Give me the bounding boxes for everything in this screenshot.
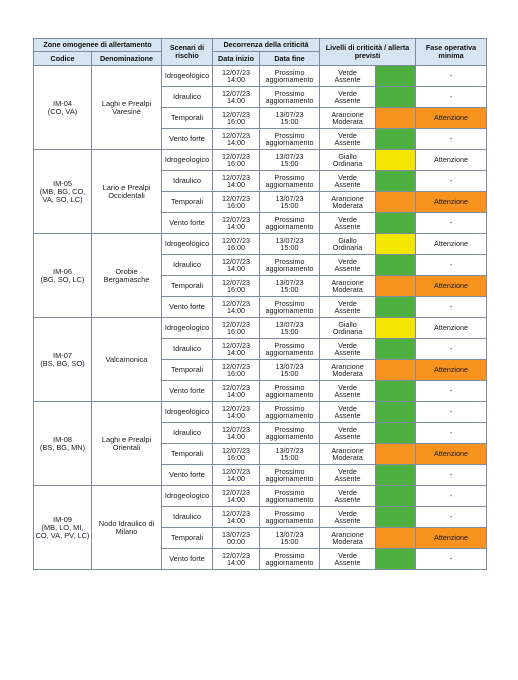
criticality-level: Arancione Moderata [320, 192, 376, 213]
end-date: Prossimo aggiornamento [260, 381, 320, 402]
criticality-level: Verde Assente [320, 87, 376, 108]
start-date: 12/07/23 14:00 [213, 549, 260, 570]
end-date: Prossimo aggiornamento [260, 402, 320, 423]
operational-phase: - [416, 339, 487, 360]
header-data-inizio: Data inizio [213, 52, 260, 66]
operational-phase: - [416, 87, 487, 108]
operational-phase: - [416, 66, 487, 87]
zone-name: Valcamonica [92, 318, 162, 402]
end-date: 13/07/23 15:00 [260, 192, 320, 213]
level-color-swatch [376, 276, 416, 297]
level-color-swatch [376, 528, 416, 549]
operational-phase: Attenzione [416, 276, 487, 297]
risk-scenario: Vento forte [162, 213, 213, 234]
level-color-swatch [376, 360, 416, 381]
level-color-fill [376, 423, 415, 443]
start-date: 12/07/23 14:00 [213, 171, 260, 192]
end-date: Prossimo aggiornamento [260, 129, 320, 150]
level-color-swatch [376, 150, 416, 171]
criticality-level: Verde Assente [320, 381, 376, 402]
level-color-swatch [376, 171, 416, 192]
risk-scenario: Temporali [162, 528, 213, 549]
start-date: 12/07/23 14:00 [213, 465, 260, 486]
header-denominazione: Denominazione [92, 52, 162, 66]
level-color-swatch [376, 423, 416, 444]
end-date: Prossimo aggiornamento [260, 171, 320, 192]
zone-name: Laghi e Prealpi Orientali [92, 402, 162, 486]
criticality-level: Arancione Moderata [320, 108, 376, 129]
header-fase: Fase operativa minima [416, 39, 487, 66]
start-date: 12/07/23 14:00 [213, 402, 260, 423]
criticality-level: Verde Assente [320, 255, 376, 276]
table-row [34, 486, 487, 507]
criticality-level: Verde Assente [320, 402, 376, 423]
level-color-swatch [376, 444, 416, 465]
zone-code: IM-04 (CO, VA) [34, 66, 92, 150]
operational-phase: - [416, 129, 487, 150]
table-row [34, 318, 487, 339]
start-date: 12/07/23 14:00 [213, 486, 260, 507]
risk-scenario: Vento forte [162, 381, 213, 402]
start-date: 12/07/23 14:00 [213, 507, 260, 528]
operational-phase: - [416, 486, 487, 507]
criticality-level: Arancione Moderata [320, 360, 376, 381]
end-date: Prossimo aggiornamento [260, 507, 320, 528]
level-color-swatch [376, 108, 416, 129]
criticality-level: Verde Assente [320, 129, 376, 150]
level-color-swatch [376, 255, 416, 276]
criticality-level: Arancione Moderata [320, 276, 376, 297]
end-date: 13/07/23 15:00 [260, 360, 320, 381]
criticality-level: Verde Assente [320, 465, 376, 486]
level-color-swatch [376, 339, 416, 360]
criticality-level: Giallo Ordinaria [320, 318, 376, 339]
risk-scenario: Idrogeologico [162, 150, 213, 171]
level-color-swatch [376, 507, 416, 528]
table-header [34, 39, 487, 66]
level-color-fill [376, 234, 415, 254]
alert-table [33, 38, 487, 570]
risk-scenario: Idrogeologico [162, 234, 213, 255]
level-color-swatch [376, 402, 416, 423]
start-date: 12/07/23 14:00 [213, 87, 260, 108]
operational-phase: Attenzione [416, 444, 487, 465]
risk-scenario: Idraulico [162, 423, 213, 444]
risk-scenario: Idrogeologico [162, 402, 213, 423]
level-color-swatch [376, 234, 416, 255]
level-color-fill [376, 108, 415, 128]
end-date: Prossimo aggiornamento [260, 213, 320, 234]
operational-phase: - [416, 423, 487, 444]
risk-scenario: Idrogeologico [162, 486, 213, 507]
zone-code: IM-07 (BS, BG, SO) [34, 318, 92, 402]
criticality-level: Verde Assente [320, 486, 376, 507]
operational-phase: - [416, 297, 487, 318]
zone-name: Lario e Prealpi Occidentali [92, 150, 162, 234]
level-color-fill [376, 213, 415, 233]
criticality-level: Giallo Ordinaria [320, 234, 376, 255]
criticality-level: Verde Assente [320, 339, 376, 360]
operational-phase: Attenzione [416, 150, 487, 171]
level-color-fill [376, 339, 415, 359]
level-color-fill [376, 66, 415, 86]
operational-phase: Attenzione [416, 108, 487, 129]
operational-phase: - [416, 549, 487, 570]
table-row [34, 402, 487, 423]
operational-phase: - [416, 402, 487, 423]
end-date: Prossimo aggiornamento [260, 255, 320, 276]
level-color-fill [376, 150, 415, 170]
criticality-level: Verde Assente [320, 549, 376, 570]
end-date: 13/07/23 15:00 [260, 108, 320, 129]
end-date: 13/07/23 15:00 [260, 444, 320, 465]
table-body [34, 66, 487, 570]
level-color-swatch [376, 87, 416, 108]
level-color-swatch [376, 129, 416, 150]
start-date: 12/07/23 16:00 [213, 234, 260, 255]
end-date: 13/07/23 15:00 [260, 234, 320, 255]
criticality-level: Verde Assente [320, 171, 376, 192]
operational-phase: - [416, 465, 487, 486]
start-date: 12/07/23 16:00 [213, 150, 260, 171]
table-row [34, 150, 487, 171]
operational-phase: Attenzione [416, 234, 487, 255]
level-color-fill [376, 192, 415, 212]
level-color-swatch [376, 318, 416, 339]
start-date: 12/07/23 14:00 [213, 213, 260, 234]
zone-code: IM-05 (MB, BG, CO, VA, SO, LC) [34, 150, 92, 234]
risk-scenario: Idraulico [162, 339, 213, 360]
risk-scenario: Temporali [162, 192, 213, 213]
criticality-level: Giallo Ordinaria [320, 150, 376, 171]
start-date: 12/07/23 14:00 [213, 381, 260, 402]
end-date: Prossimo aggiornamento [260, 66, 320, 87]
level-color-fill [376, 528, 415, 548]
end-date: 13/07/23 15:00 [260, 150, 320, 171]
table-row [34, 66, 487, 87]
start-date: 12/07/23 16:00 [213, 192, 260, 213]
start-date: 12/07/23 16:00 [213, 444, 260, 465]
risk-scenario: Vento forte [162, 129, 213, 150]
level-color-swatch [376, 192, 416, 213]
operational-phase: - [416, 171, 487, 192]
risk-scenario: Vento forte [162, 549, 213, 570]
criticality-level: Verde Assente [320, 507, 376, 528]
criticality-level: Verde Assente [320, 66, 376, 87]
start-date: 12/07/23 16:00 [213, 108, 260, 129]
level-color-swatch [376, 549, 416, 570]
zone-name: Nodo Idraulico di Milano [92, 486, 162, 570]
level-color-fill [376, 402, 415, 422]
operational-phase: Attenzione [416, 192, 487, 213]
level-color-fill [376, 171, 415, 191]
risk-scenario: Temporali [162, 360, 213, 381]
operational-phase: - [416, 381, 487, 402]
start-date: 12/07/23 16:00 [213, 360, 260, 381]
level-color-fill [376, 276, 415, 296]
zone-code: IM-09 (MB, LO, MI, CO, VA, PV, LC) [34, 486, 92, 570]
risk-scenario: Idrogeologico [162, 66, 213, 87]
risk-scenario: Idraulico [162, 87, 213, 108]
operational-phase: - [416, 213, 487, 234]
risk-scenario: Temporali [162, 444, 213, 465]
criticality-level: Verde Assente [320, 423, 376, 444]
operational-phase: - [416, 255, 487, 276]
end-date: Prossimo aggiornamento [260, 423, 320, 444]
level-color-swatch [376, 213, 416, 234]
criticality-level: Verde Assente [320, 213, 376, 234]
end-date: Prossimo aggiornamento [260, 87, 320, 108]
end-date: Prossimo aggiornamento [260, 465, 320, 486]
risk-scenario: Temporali [162, 276, 213, 297]
end-date: Prossimo aggiornamento [260, 486, 320, 507]
end-date: 13/07/23 15:00 [260, 528, 320, 549]
header-codice: Codice [34, 52, 92, 66]
start-date: 12/07/23 14:00 [213, 129, 260, 150]
end-date: 13/07/23 15:00 [260, 276, 320, 297]
end-date: Prossimo aggiornamento [260, 339, 320, 360]
level-color-fill [376, 507, 415, 527]
table-row [34, 234, 487, 255]
level-color-fill [376, 444, 415, 464]
start-date: 12/07/23 16:00 [213, 318, 260, 339]
risk-scenario: Idrogeologico [162, 318, 213, 339]
start-date: 13/07/23 00:00 [213, 528, 260, 549]
zone-code: IM-06 (BG, SO, LC) [34, 234, 92, 318]
risk-scenario: Temporali [162, 108, 213, 129]
level-color-swatch [376, 297, 416, 318]
alert-table-container [33, 38, 486, 570]
risk-scenario: Idraulico [162, 507, 213, 528]
level-color-fill [376, 381, 415, 401]
operational-phase: Attenzione [416, 318, 487, 339]
start-date: 12/07/23 14:00 [213, 423, 260, 444]
zone-name: Laghi e Prealpi Varesine [92, 66, 162, 150]
level-color-swatch [376, 381, 416, 402]
start-date: 12/07/23 14:00 [213, 66, 260, 87]
start-date: 12/07/23 14:00 [213, 297, 260, 318]
risk-scenario: Vento forte [162, 297, 213, 318]
level-color-fill [376, 549, 415, 569]
header-decorrenza: Decorrenza della criticità [213, 39, 320, 52]
criticality-level: Arancione Moderata [320, 444, 376, 465]
risk-scenario: Idraulico [162, 255, 213, 276]
zone-name: Orobie Bergamasche [92, 234, 162, 318]
start-date: 12/07/23 16:00 [213, 276, 260, 297]
operational-phase: Attenzione [416, 528, 487, 549]
criticality-level: Verde Assente [320, 297, 376, 318]
header-zone-group: Zone omogenee di allertamento [34, 39, 162, 52]
operational-phase: Attenzione [416, 360, 487, 381]
risk-scenario: Vento forte [162, 465, 213, 486]
zone-code: IM-08 (BS, BG, MN) [34, 402, 92, 486]
level-color-fill [376, 486, 415, 506]
start-date: 12/07/23 14:00 [213, 339, 260, 360]
end-date: Prossimo aggiornamento [260, 297, 320, 318]
start-date: 12/07/23 14:00 [213, 255, 260, 276]
level-color-fill [376, 87, 415, 107]
level-color-fill [376, 255, 415, 275]
header-scenari: Scenari di rischio [162, 39, 213, 66]
level-color-swatch [376, 465, 416, 486]
level-color-fill [376, 465, 415, 485]
level-color-swatch [376, 66, 416, 87]
end-date: 13/07/23 15:00 [260, 318, 320, 339]
level-color-fill [376, 297, 415, 317]
level-color-fill [376, 318, 415, 338]
end-date: Prossimo aggiornamento [260, 549, 320, 570]
level-color-fill [376, 129, 415, 149]
header-livelli: Livelli di criticità / allerta previsti [320, 39, 416, 66]
operational-phase: - [416, 507, 487, 528]
risk-scenario: Idraulico [162, 171, 213, 192]
level-color-fill [376, 360, 415, 380]
level-color-swatch [376, 486, 416, 507]
criticality-level: Arancione Moderata [320, 528, 376, 549]
header-data-fine: Data fine [260, 52, 320, 66]
